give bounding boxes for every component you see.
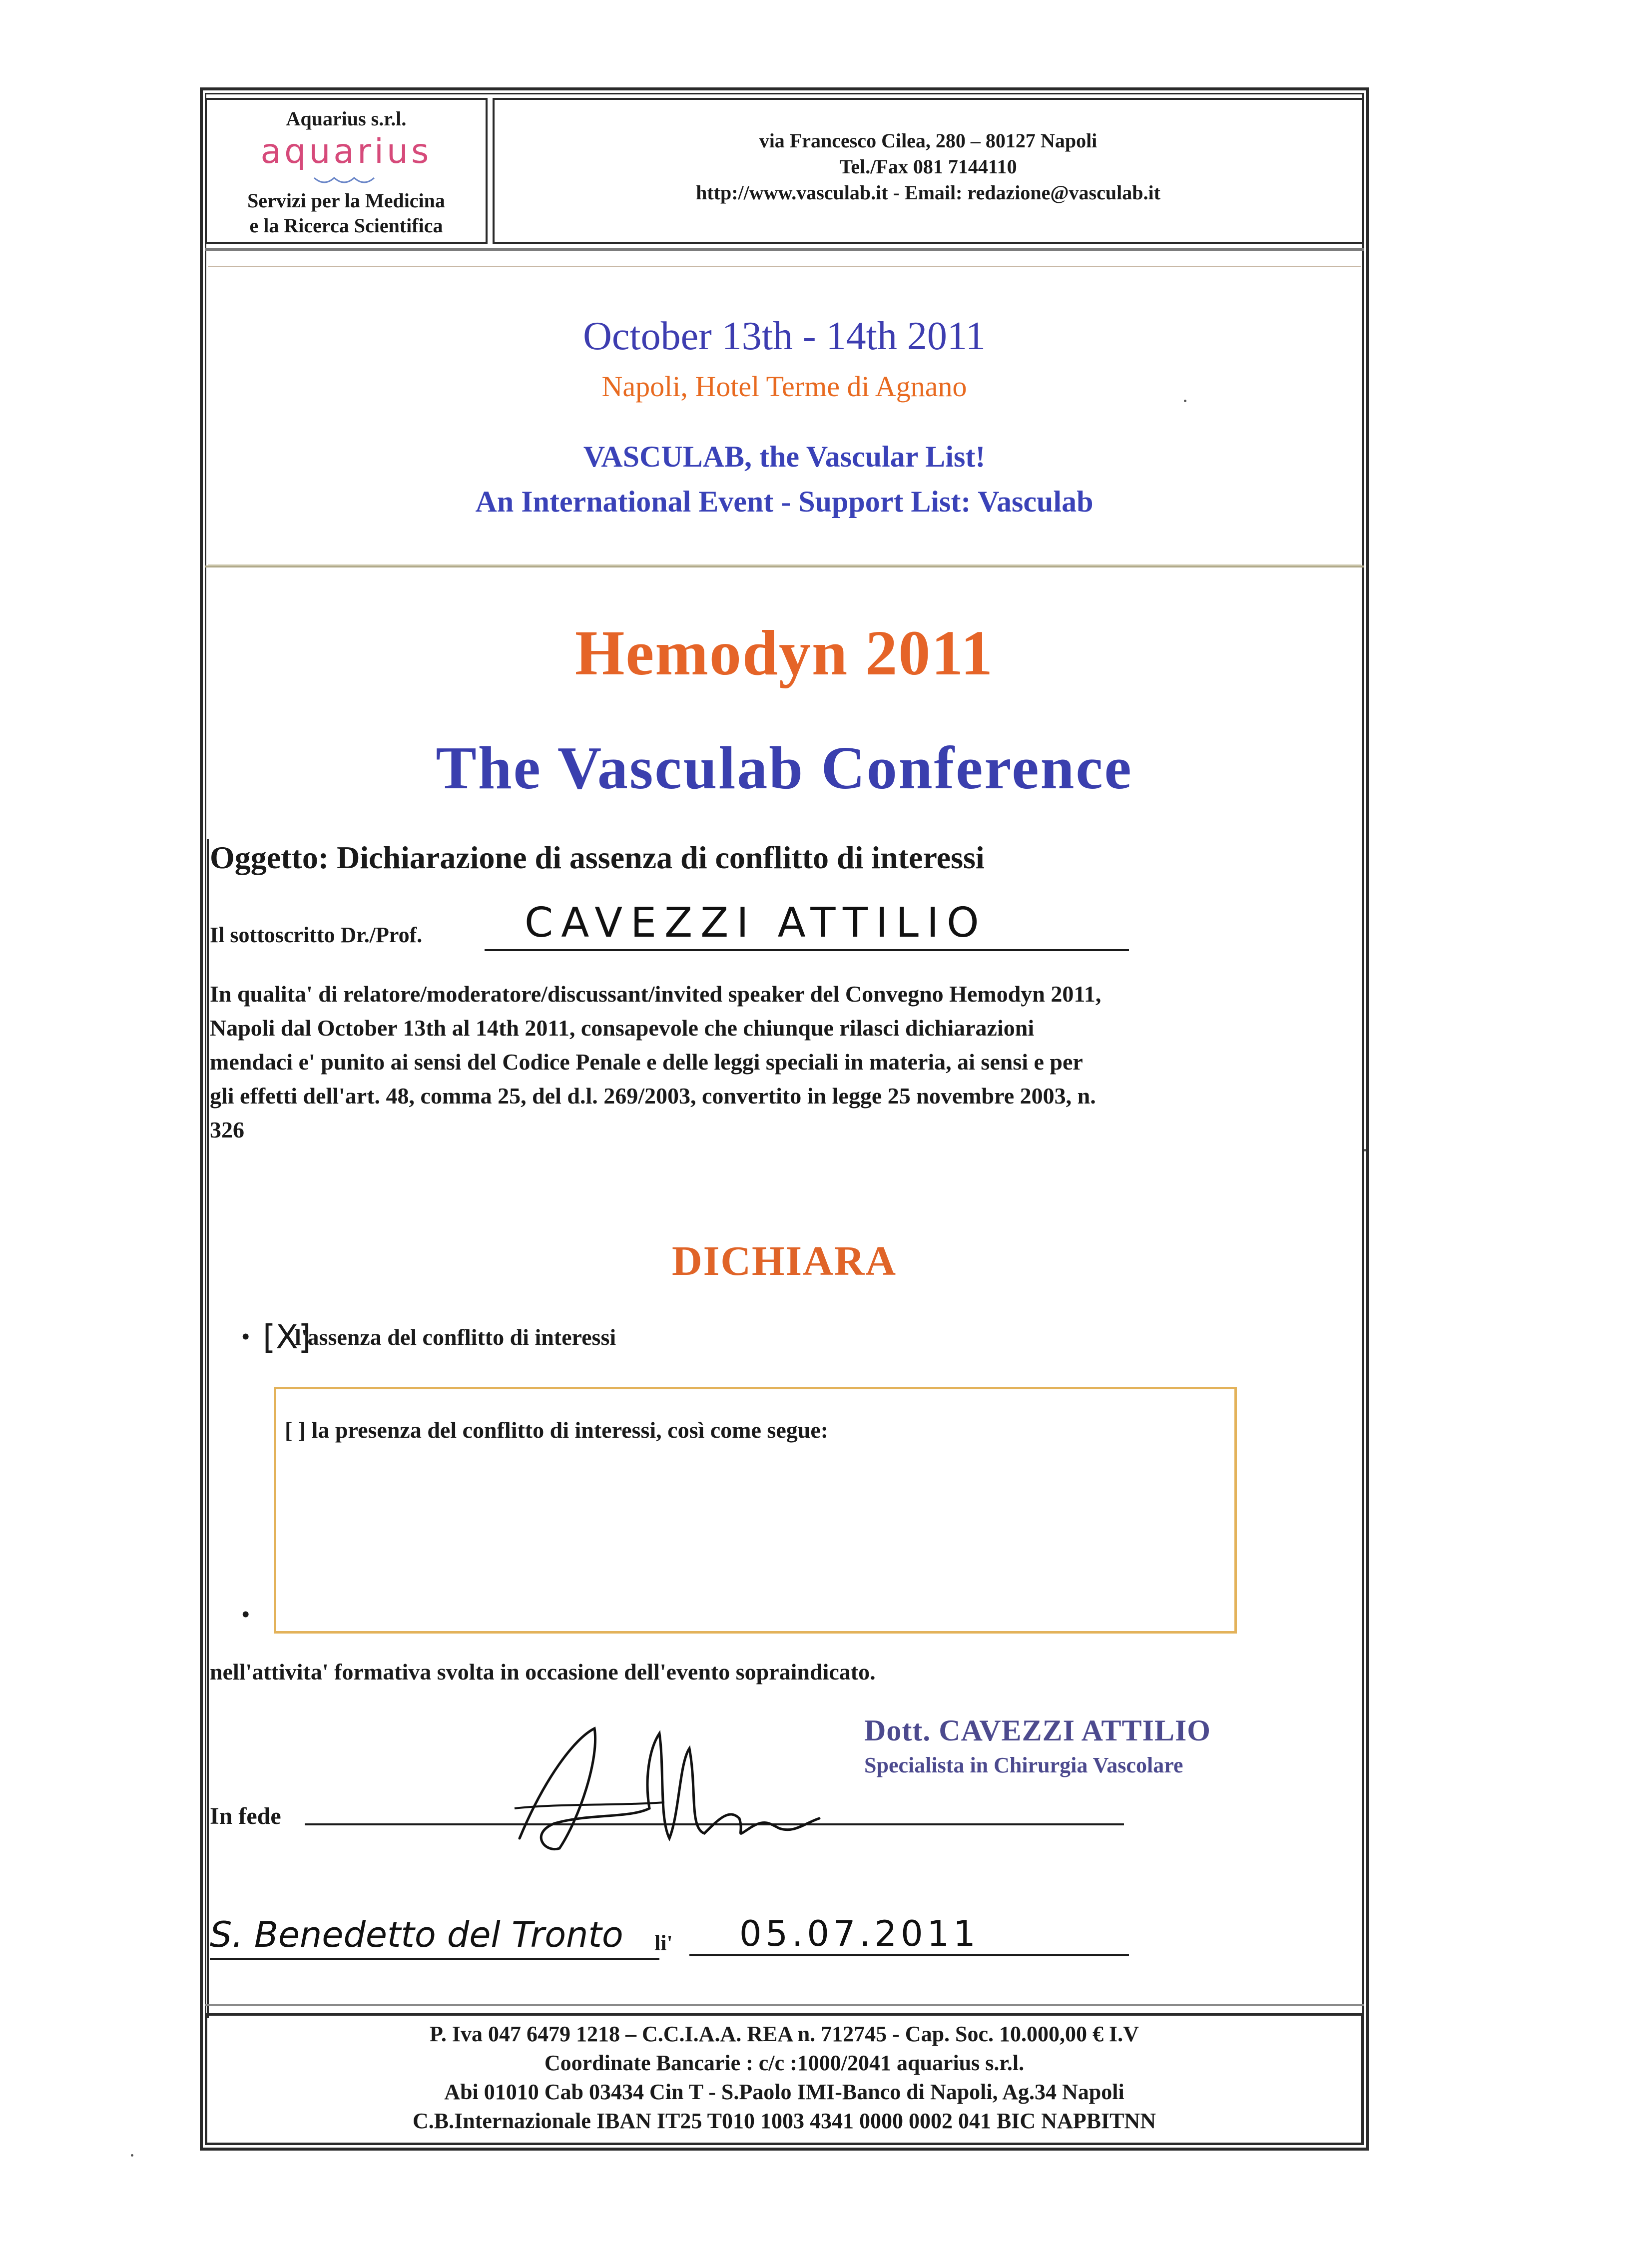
- contact-block: [493, 98, 1364, 244]
- signer-name-handwritten[interactable]: CAVEZZI ATTILIO: [525, 899, 987, 947]
- event-venue: Napoli, Hotel Terme di Agnano: [601, 370, 967, 403]
- scan-speck: [131, 2154, 133, 2157]
- company-phone: Tel./Fax 081 7144110: [839, 155, 1017, 178]
- conference-title: Hemodyn 2011: [574, 617, 994, 688]
- band-divider-bottom: [208, 564, 1361, 566]
- paragraph-line: In qualita' di relatore/moderatore/discussant/invited speaker del Convegno Hemodyn 2011,: [210, 981, 1101, 1007]
- footer-divider: [205, 2004, 1364, 2006]
- declaration-paragraph: [210, 977, 1359, 1147]
- absence-checkbox[interactable]: [X]: [263, 1318, 311, 1356]
- company-address: via Francesco Cilea, 280 – 80127 Napoli: [759, 129, 1098, 152]
- option-presence-label[interactable]: [ ] la presenza del conflitto di interessi, così come segue:: [285, 1417, 829, 1443]
- conference-subtitle: The Vasculab Conference: [436, 734, 1133, 802]
- company-block: [205, 98, 488, 244]
- closing-statement: nell'attivita' formativa svolta in occasione dell'evento sopraindicato.: [210, 1659, 876, 1684]
- band-divider-top: [208, 266, 1361, 267]
- place-handwritten[interactable]: S. Benedetto del Tronto: [210, 1914, 623, 1955]
- footer-line-1: P. Iva 047 6479 1218 – C.C.I.A.A. REA n. 712745 - Cap. Soc. 10.000,00 € I.V: [430, 2022, 1139, 2046]
- footer-line-3: Abi 01010 Cab 03434 Cin T - S.Paolo IMI-Banco di Napoli, Ag.34 Napoli: [444, 2080, 1124, 2104]
- subject-heading: Oggetto: Dichiarazione di assenza di conflitto di interessi: [210, 840, 985, 875]
- footer-line-4: C.B.Internazionale IBAN IT25 T010 1003 4341 0000 0002 041 BIC NAPBITNN: [413, 2109, 1156, 2133]
- date-underline: [689, 1954, 1129, 1956]
- event-dates: October 13th - 14th 2011: [583, 314, 986, 358]
- paragraph-line: 326: [210, 1117, 244, 1142]
- date-handwritten[interactable]: 05.07.2011: [739, 1913, 980, 1954]
- logo-swash-icon: [312, 173, 387, 188]
- bullet-icon: •: [242, 1324, 250, 1349]
- event-tagline-1: VASCULAB, the Vascular List!: [583, 440, 986, 473]
- scan-speck: [1184, 400, 1186, 402]
- stamp-title: Specialista in Chirurgia Vascolare: [864, 1753, 1183, 1777]
- paragraph-line: mendaci e' punito ai sensi del Codice Penale e delle leggi speciali in materia, ai sensi e per: [210, 1049, 1083, 1075]
- declares-heading: DICHIARA: [671, 1238, 897, 1284]
- footer-line-2: Coordinate Bancarie : c/c :1000/2041 aquarius s.r.l.: [544, 2051, 1025, 2075]
- paragraph-line: gli effetti dell'art. 48, comma 25, del d.l. 269/2003, convertito in legge 25 novembre 2003, n.: [210, 1083, 1096, 1109]
- in-fede-label: In fede: [210, 1803, 281, 1829]
- scan-speck: [1364, 1149, 1366, 1151]
- signer-label: Il sottoscritto Dr./Prof.: [210, 923, 423, 947]
- bullet-icon: •: [242, 1602, 250, 1627]
- company-web-email: http://www.vasculab.it - Email: redazione@vasculab.it: [696, 181, 1160, 204]
- signature-icon: [500, 1718, 879, 1868]
- company-name: Aquarius s.r.l.: [286, 107, 407, 130]
- company-tagline-1: Servizi per la Medicina: [247, 189, 445, 212]
- event-tagline-2: An International Event - Support List: Vasculab: [475, 485, 1094, 518]
- stamp-name: Dott. CAVEZZI ATTILIO: [864, 1714, 1211, 1747]
- option-absence-label: l'assenza del conflitto di interessi: [295, 1324, 616, 1350]
- paragraph-line: Napoli dal October 13th al 14th 2011, consapevole che chiunque rilasci dichiarazioni: [210, 1015, 1035, 1041]
- company-tagline-2: e la Ricerca Scientifica: [249, 214, 443, 237]
- company-logo: aquarius: [260, 132, 432, 171]
- body-left-rule: [207, 839, 209, 2018]
- li-label: li': [654, 1931, 673, 1955]
- place-underline: [210, 1958, 659, 1960]
- event-band: [205, 248, 1364, 567]
- signer-underline: [485, 949, 1129, 951]
